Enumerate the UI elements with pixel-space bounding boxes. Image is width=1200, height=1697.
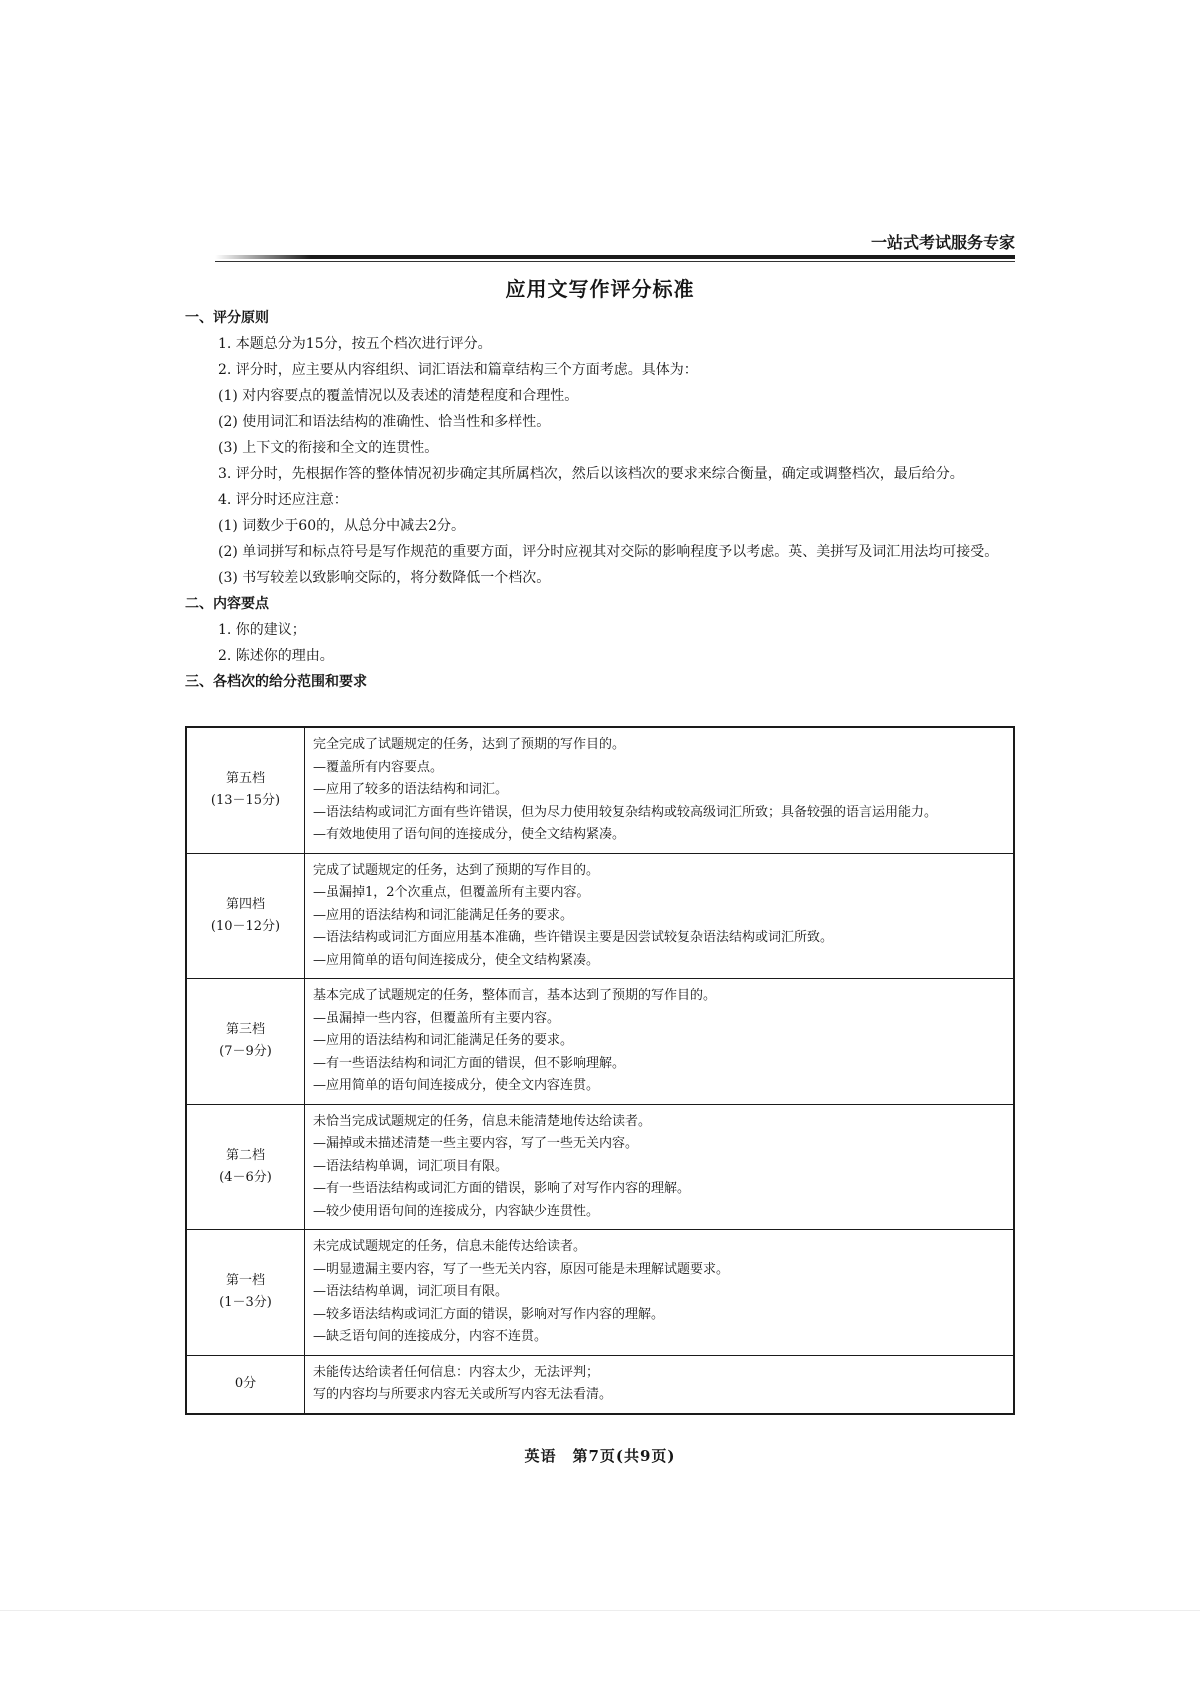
band-name: 第二档 xyxy=(225,1147,265,1163)
band-requirement-line: —漏掉或未描述清楚一些主要内容，写了一些无关内容。 xyxy=(313,1136,639,1151)
section-heading-bands: 三、各档次的给分范围和要求 xyxy=(185,674,367,690)
principle-line: 1. 本题总分为15分，按五个档次进行评分。 xyxy=(218,336,492,352)
band-level-cell xyxy=(186,1104,305,1230)
band-requirement-line: 写的内容均与所要求内容无关或所写内容无法看清。 xyxy=(313,1387,613,1402)
grading-table xyxy=(185,726,1015,1415)
band-level-cell xyxy=(186,853,305,979)
principle-line: (1) 词数少于60的，从总分中减去2分。 xyxy=(218,518,466,534)
section-heading-principles: 一、评分原则 xyxy=(185,310,269,326)
band-requirement-line: —缺乏语句间的连接成分，内容不连贯。 xyxy=(313,1329,548,1344)
band-requirement-line: —有一些语法结构和词汇方面的错误，但不影响理解。 xyxy=(313,1055,626,1071)
band-name: 第五档 xyxy=(225,771,265,787)
principle-line: (3) 书写较差以致影响交际的，将分数降低一个档次。 xyxy=(218,570,551,586)
band-requirement-line: —较少使用语句间的连接成分，内容缺少连贯性。 xyxy=(313,1203,600,1219)
table-row xyxy=(186,853,1014,979)
band-level-cell xyxy=(186,1355,305,1414)
principle-line: 4. 评分时还应注意： xyxy=(218,492,348,508)
band-requirement-line: 基本完成了试题规定的任务，整体而言，基本达到了预期的写作目的。 xyxy=(313,988,717,1003)
principle-line: 3. 评分时，先根据作答的整体情况初步确定其所属档次，然后以该档次的要求来综合衡量，确定或调整档次，最后给分。 xyxy=(218,466,964,482)
band-requirement-line: 未能传达给读者任何信息：内容太少，无法评判； xyxy=(313,1364,600,1380)
band-requirement-line: —应用简单的语句间连接成分，使全文结构紧凑。 xyxy=(313,952,600,968)
table-row xyxy=(186,727,1014,853)
principle-line: 2. 评分时，应主要从内容组织、词汇语法和篇章结构三个方面考虑。具体为： xyxy=(218,362,698,378)
content-point-line: 2. 陈述你的理由。 xyxy=(218,648,334,664)
principle-line: (2) 使用词汇和语法结构的准确性、恰当性和多样性。 xyxy=(218,414,551,430)
band-requirement-line: —有一些语法结构或词汇方面的错误，影响了对写作内容的理解。 xyxy=(313,1181,691,1196)
section-heading-content-points: 二、内容要点 xyxy=(185,596,269,612)
band-range: (10－12分) xyxy=(210,918,281,934)
band-requirement-line: —语法结构单调，词汇项目有限。 xyxy=(313,1284,509,1299)
grading-table-container xyxy=(185,726,1015,1415)
band-requirement-line: —应用的语法结构和词汇能满足任务的要求。 xyxy=(313,1033,574,1048)
band-requirement-line: —虽漏掉1，2个次重点，但覆盖所有主要内容。 xyxy=(313,885,590,900)
band-range: (4－6分) xyxy=(219,1169,272,1185)
band-level-cell xyxy=(186,727,305,853)
band-description-cell xyxy=(305,1230,1015,1356)
band-requirement-line: —应用的语法结构和词汇能满足任务的要求。 xyxy=(313,907,574,923)
band-description-cell xyxy=(305,853,1015,979)
table-row xyxy=(186,1104,1014,1230)
band-range: (7－9分) xyxy=(219,1044,272,1060)
band-description-cell xyxy=(305,727,1015,853)
band-requirement-line: —应用了较多的语法结构和词汇。 xyxy=(313,782,509,797)
band-requirement-line: —应用简单的语句间连接成分，使全文内容连贯。 xyxy=(313,1078,600,1093)
principle-line: (3) 上下文的衔接和全文的连贯性。 xyxy=(218,440,439,456)
band-range: (1－3分) xyxy=(219,1295,272,1311)
band-name: 第四档 xyxy=(225,896,265,912)
band-name: 0分 xyxy=(234,1376,257,1391)
header-rule xyxy=(215,255,1015,259)
band-requirement-line: 完全完成了试题规定的任务，达到了预期的写作目的。 xyxy=(313,737,626,752)
header-tagline: 一站式考试服务专家 xyxy=(870,233,1015,252)
band-requirement-line: —语法结构或词汇方面应用基本准确，些许错误主要是因尝试较复杂语法结构或词汇所致。 xyxy=(313,930,834,945)
band-requirement-line: —有效地使用了语句间的连接成分，使全文结构紧凑。 xyxy=(313,827,626,842)
band-level-cell xyxy=(186,979,305,1105)
table-row xyxy=(186,979,1014,1105)
band-requirement-line: —较多语法结构或词汇方面的错误，影响对写作内容的理解。 xyxy=(313,1306,665,1322)
table-row xyxy=(186,1355,1014,1414)
band-requirement-line: —明显遗漏主要内容，写了一些无关内容，原因可能是未理解试题要求。 xyxy=(313,1261,730,1277)
band-name: 第一档 xyxy=(225,1273,265,1289)
band-level-cell xyxy=(186,1230,305,1356)
header-rule-thin xyxy=(215,261,1015,262)
band-description-cell xyxy=(305,979,1015,1105)
band-requirement-line: 完成了试题规定的任务，达到了预期的写作目的。 xyxy=(313,862,600,878)
band-requirement-line: 未完成试题规定的任务，信息未能传达给读者。 xyxy=(313,1239,587,1254)
principle-line: (2) 单词拼写和标点符号是写作规范的重要方面，评分时应视其对交际的影响程度予以考虑。英、美拼写及词汇用法均可接受。 xyxy=(218,544,999,560)
band-range: (13－15分) xyxy=(210,793,281,809)
band-name: 第三档 xyxy=(225,1022,265,1038)
page-footer: 英语 第7页(共9页) xyxy=(524,1447,676,1465)
band-requirement-line: —虽漏掉一些内容，但覆盖所有主要内容。 xyxy=(313,1010,561,1026)
table-row xyxy=(186,1230,1014,1356)
document-title: 应用文写作评分标准 xyxy=(505,277,695,301)
scan-edge-line xyxy=(0,1610,1200,1611)
band-requirement-line: —语法结构单调，词汇项目有限。 xyxy=(313,1158,509,1174)
band-description-cell xyxy=(305,1104,1015,1230)
band-requirement-line: —语法结构或词汇方面有些许错误，但为尽力使用较复杂结构或较高级词汇所致；具备较强的语言运用能力。 xyxy=(313,804,938,820)
principle-line: (1) 对内容要点的覆盖情况以及表述的清楚程度和合理性。 xyxy=(218,388,579,404)
band-requirement-line: 未恰当完成试题规定的任务，信息未能清楚地传达给读者。 xyxy=(313,1113,652,1129)
content-point-line: 1. 你的建议； xyxy=(218,622,306,638)
band-description-cell xyxy=(305,1355,1015,1414)
band-requirement-line: —覆盖所有内容要点。 xyxy=(313,759,444,775)
scoring-principles-body xyxy=(185,305,1015,695)
